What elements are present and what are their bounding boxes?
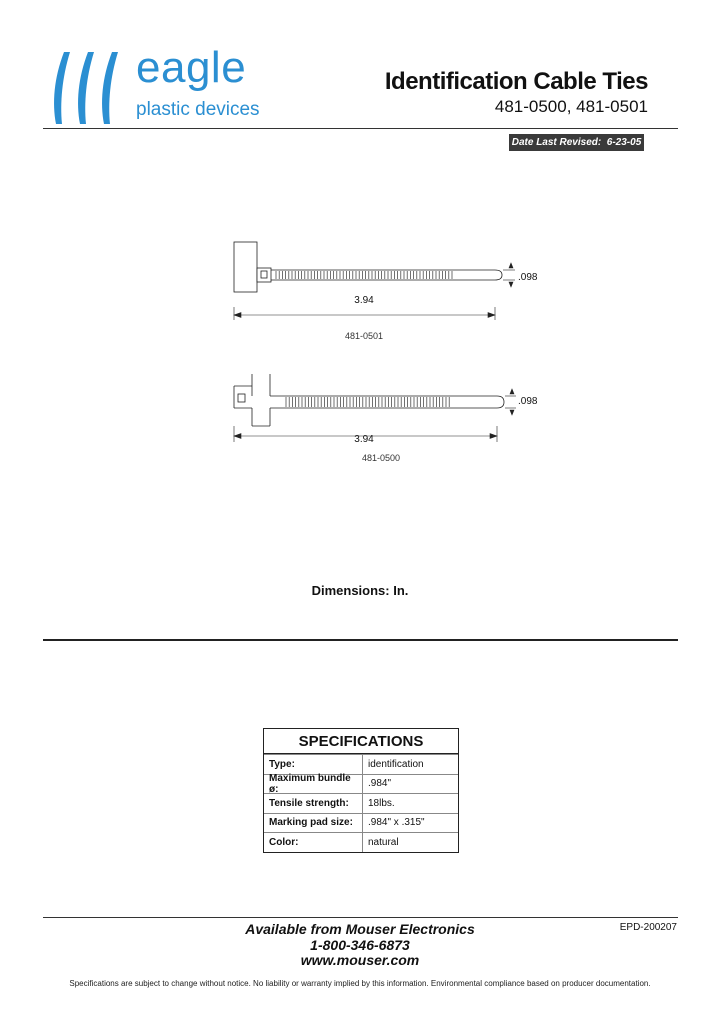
width-label-bottom: .098 [518,396,538,407]
spec-row [264,832,458,852]
revision-bar [509,134,644,151]
specifications-title: SPECIFICATIONS [264,729,458,754]
revised-date: 6-23-05 [606,137,642,148]
revised-label: Date Last Revised: [511,137,602,148]
spec-label: Maximum bundle ø: [264,775,363,794]
footer-availability: Available from Mouser Electronics [245,921,475,937]
logo-stripes-icon [50,48,130,126]
part-label-481-0500: 481-0500 [361,453,401,463]
spec-value: identification [368,758,424,770]
page-title: Identification Cable Ties [384,68,648,95]
width-dimension-bottom [505,389,516,415]
spec-value: 18lbs. [368,797,395,809]
part-label-481-0501: 481-0501 [344,331,384,341]
spec-value: .984" x .315" [368,817,425,829]
brand-tagline: plastic devices [136,99,260,120]
length-label-top: 3.94 [354,295,374,306]
spec-label: Tensile strength: [264,794,363,813]
spec-value: .984" [368,778,392,790]
spec-row [264,813,458,833]
footer-phone: 1-800-346-6873 [310,937,410,953]
length-label-bottom: 3.94 [354,434,374,445]
specifications-table [263,728,459,853]
tie-481-0500-drawing [234,374,504,426]
part-numbers: 481-0500, 481-0501 [494,97,648,116]
length-dimension-top [234,307,495,320]
spec-row [264,754,458,774]
section-divider [43,639,678,641]
disclaimer: Specifications are subject to change without notice. No liability or warranty implied by this information. Environmental compliance based on producer documentation. [69,979,651,988]
technical-drawing [0,230,720,470]
spec-row [264,793,458,813]
tie-481-0501-drawing [234,242,502,292]
dimensions-note: Dimensions: In. [311,583,409,598]
spec-value: natural [368,836,399,848]
spec-label: Type: [264,755,363,774]
spec-row [264,774,458,794]
brand-name: eagle [136,43,247,92]
header-divider [43,128,678,129]
width-label-top: .098 [518,272,538,283]
footer-divider [43,917,678,918]
spec-label: Marking pad size: [264,814,363,833]
spec-label: Color: [264,833,363,852]
document-code: EPD-200207 [619,922,677,933]
footer-website-link[interactable]: www.mouser.com [300,952,420,968]
width-dimension-top [503,263,515,287]
